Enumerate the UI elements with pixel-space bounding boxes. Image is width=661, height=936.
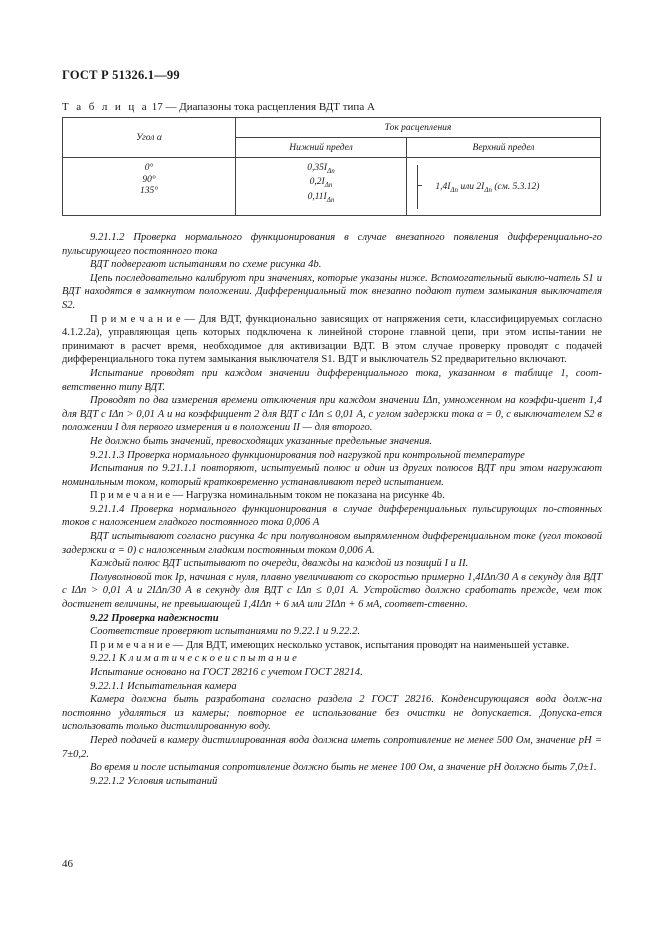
trip-current-table [62, 117, 601, 216]
page-number: 46 [62, 858, 73, 870]
paragraph: Полуволновой ток Iр, начиная с нуля, плавно увеличивают со скоростью примерно 1,4IΔn/30 А в секунду для ВДТ с IΔn > 0,01 А и 2IΔn/30 А в секунду для ВДТ с IΔn ≤ 0,01 А. Устройство должно сработать прежде, чем ток достигнет величины, не превышающей 1,4IΔn + 6 мА или 2IΔn + 6 мА, соответ-ственно. [62, 571, 602, 611]
angle-values [63, 158, 236, 216]
paragraph: Испытание основано на ГОСТ 28216 с учетом ГОСТ 28214. [90, 667, 363, 678]
table-caption-text: — Диапазоны тока расцепления ВДТ типа А [165, 101, 375, 113]
angle-value: 90° [142, 174, 156, 185]
column-header-trip-current: Ток расцепления [236, 118, 601, 138]
document-code: ГОСТ Р 51326.1—99 [62, 68, 180, 82]
paragraph: П р и м е ч а н и е — Нагрузка номинальным током не показана на рисунке 4b. [90, 490, 445, 502]
column-header-lower: Нижний предел [236, 138, 407, 158]
table-caption [62, 101, 375, 113]
paragraph: 9.22 Проверка надежности [90, 612, 219, 624]
paragraph: 9.22.1 К л и м а т и ч е с к о е и с п ы т а н и е [90, 653, 297, 665]
paragraph: Каждый полюс ВДТ испытывают по очереди, дважды на каждой из позиций I и II. [90, 558, 469, 570]
paragraph: Цепь последовательно калибруют при значениях, которые указаны ниже. Вспомогательный выклю-чатель S1 и ВДТ находятся в замкнутом положении. Дифференциальный ток внезапно подают путем замыкания выключателя S2. [62, 272, 602, 311]
brace-icon [417, 165, 425, 209]
angle-value: 0° [144, 163, 154, 173]
table-caption-number: 17 [151, 101, 163, 113]
paragraph: 9.21.1.4 Проверка нормального функционирования в случае дифференциальных пульсирующих по-стоянных токов с наложением гладкого постоянного тока 0,006 А [62, 503, 602, 529]
angle-value: 135° [139, 186, 159, 196]
paragraph: ВДТ испытывают согласно рисунка 4с при полуволновом выпрямленном дифференциальном токе (угол токовой задержки α = 0) с наложенным гладким постоянным током 0,006 А. [62, 531, 602, 556]
paragraph: Испытания по 9.21.1.1 повторяют, испытуемый полюс и один из других полюсов ВДТ при этом нагружают номинальным током, который кратковременно устанавливают перед испытанием. [62, 463, 602, 488]
table-row [63, 158, 601, 216]
paragraph: Во время и после испытания сопротивление должно быть не менее 100 Ом, а значение pH должно быть 7,0±1. [90, 762, 597, 774]
paragraph: П р и м е ч а н и е — Для ВДТ, имеющих несколько уставок, испытания проводят на наименьшей уставке. [90, 639, 570, 651]
lower-limit-value: $0,35I_{\Delta n}$ [307, 163, 335, 175]
table-caption-label: Т а б л и ц а [62, 101, 150, 113]
paragraph: 9.22.1.1 Испытательная камера [90, 680, 237, 692]
paragraph: ВДТ подвергают испытаниям по схеме рисунка 4b. [90, 259, 322, 271]
paragraph: 9.21.1.3 Проверка нормального функционирования под нагрузкой при контрольной температуре [90, 449, 525, 461]
paragraph: Проводят по два измерения времени отключения при каждом значении IΔn, умноженном на коэффи-циент 1,4 для ВДТ с IΔn > 0,01 А и на коэффициент 2 для ВДТ с IΔn ≤ 0,01 А, с углом задержки тока α = 0, с выключателем S2 в положении I для первого измерения и в положении II — для второго. [62, 395, 602, 434]
paragraph: Испытание проводят при каждом значении дифференциального тока, указанном в таблице 1, соот-ветственно типу ВДТ. [62, 367, 602, 393]
column-header-angle: Угол α [63, 118, 236, 158]
paragraph: Не должно быть значений, превосходящих указанные предельные значения. [90, 435, 433, 447]
upper-limit-value: $1,4I_{\Delta n}$ или $2I_{\Delta n}$ (см. 5.3.12) [407, 158, 601, 216]
paragraph: Камера должна быть разработана согласно раздела 2 ГОСТ 28216. Конденсирующаяся вода долж-на постоянно удаляться из камеры; повторное ее использование без очистки не допускается. Допуска-ется использовать только дистиллированную воду. [62, 694, 602, 733]
paragraph: Перед подачей в камеру дистиллированная вода должна иметь сопротивление не менее 500 Ом, значение pH = 7±0,2. [62, 734, 602, 760]
paragraph: 9.22.1.2 Условия испытаний [90, 775, 218, 787]
paragraph: Соответствие проверяют испытаниями по 9.22.1 и 9.22.2. [90, 626, 361, 638]
paragraph: 9.21.1.2 Проверка нормального функционирования в случае внезапного появления дифференциально-го пульсирующего постоянного тока [62, 232, 602, 257]
lower-limit-value: $0,2I_{\Delta n}$ [309, 177, 333, 190]
lower-limit-value: $0,11I_{\Delta n}$ [307, 191, 335, 204]
lower-limit-values [236, 158, 407, 216]
column-header-upper: Верхний предел [407, 138, 601, 158]
paragraph: П р и м е ч а н и е — Для ВДТ, функционально зависящих от напряжения сети, классифицируемых согласно 4.1.2.2а), управляющая цепь которых подключена к линейной стороне главной цепи, при этом испы-тании не принимают в расчет время, необходимое для активизации ВДТ. В этом случае проверку проводят с подачей дифференциального тока путем замыкания выключателя S1. ВДТ и выключатель S2 предварительно включают. [62, 313, 602, 366]
body-text [62, 231, 602, 788]
